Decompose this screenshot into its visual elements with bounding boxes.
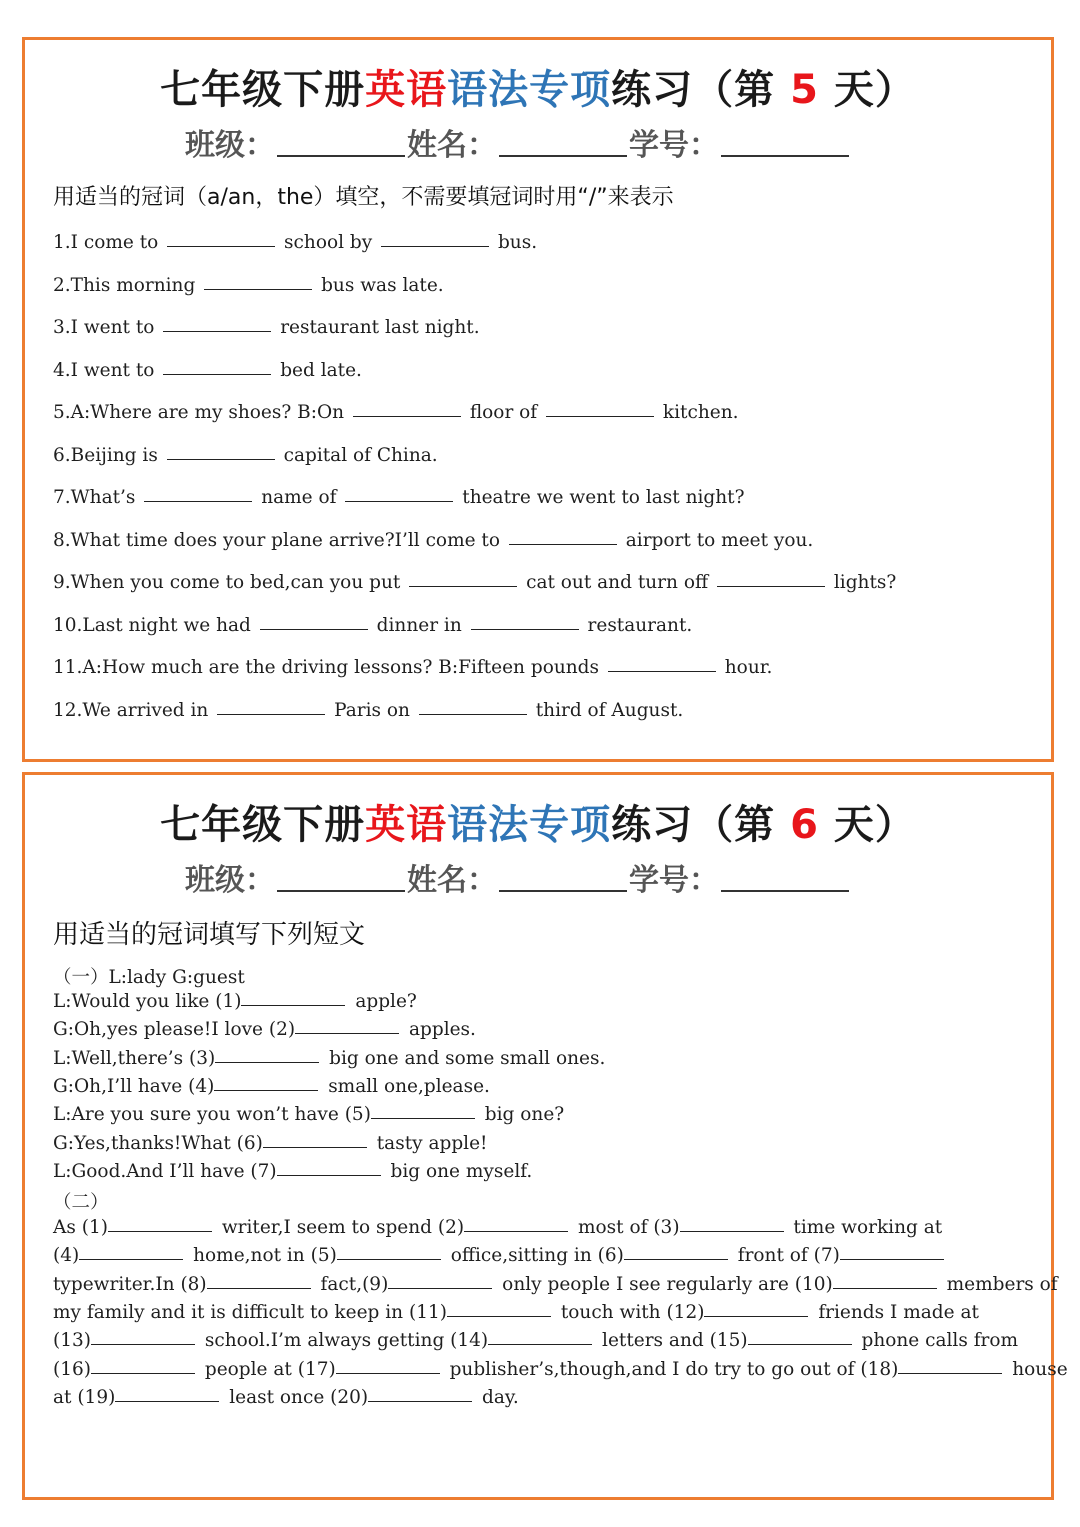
answer-blank[interactable] (215, 1061, 319, 1063)
passage-line (53, 1330, 1018, 1351)
line-text: letters and (15) (596, 1330, 748, 1352)
answer-blank[interactable] (419, 713, 527, 715)
question-row (53, 615, 692, 636)
line-text: publisher’s,though,and I do try to go out of (18) (443, 1358, 899, 1380)
line-text: 1.I come to (53, 232, 165, 253)
answer-blank[interactable] (840, 1258, 944, 1260)
line-text: restaurant. (581, 614, 693, 636)
answer-blank[interactable] (204, 288, 312, 290)
line-text: big one myself. (384, 1160, 533, 1182)
name-field[interactable] (499, 889, 627, 892)
worksheet-day6 (22, 772, 1068, 1500)
answer-blank[interactable] (353, 415, 461, 417)
title-practice: 练习（第 (611, 802, 791, 848)
answer-blank[interactable] (336, 1372, 440, 1374)
student-info-line (185, 855, 851, 899)
answer-blank[interactable] (214, 1089, 318, 1091)
line-text: floor of (463, 402, 544, 423)
line-text: home,not in (5) (187, 1245, 337, 1267)
line-text: lights? (827, 572, 897, 593)
answer-blank[interactable] (79, 1258, 183, 1260)
line-text: 12.We arrived in (53, 699, 215, 721)
line-text: 3.I went to (53, 317, 161, 338)
line-text: my family and it is difficult to keep in (11) (53, 1301, 447, 1323)
line-text: friends I made at (812, 1301, 979, 1323)
answer-blank[interactable] (409, 585, 517, 587)
answer-blank[interactable] (546, 415, 654, 417)
title-grade: 七年级下册 (160, 802, 366, 848)
line-text: writer,I seem to spend (2) (215, 1217, 465, 1238)
passage-line (53, 1217, 942, 1238)
answer-blank[interactable] (898, 1372, 1002, 1374)
line-text: time working at (787, 1217, 943, 1238)
answer-blank[interactable] (295, 1032, 399, 1034)
answer-blank[interactable] (381, 245, 489, 247)
answer-blank[interactable] (91, 1343, 195, 1345)
line-text: G:Oh,yes please!I love (2) (53, 1019, 296, 1041)
line-text: day. (476, 1386, 519, 1408)
line-text: cat out and turn off (520, 572, 714, 593)
student-id-field[interactable] (721, 889, 849, 892)
line-text: 5.A:Where are my shoes? B:On (53, 402, 350, 423)
line-text: small one,please. (322, 1075, 490, 1097)
class-label: 班级： (185, 863, 275, 898)
line-text: name of (255, 487, 343, 508)
student-id-label: 学号： (629, 128, 719, 163)
dialogue-line (53, 1076, 490, 1097)
line-text: 4.I went to (53, 359, 161, 381)
title-grammar: 语法专项 (447, 802, 612, 848)
answer-blank[interactable] (471, 628, 579, 630)
part2-header: （二） (53, 1192, 109, 1213)
line-text: office,sitting in (6) (444, 1245, 624, 1267)
answer-blank[interactable] (717, 585, 825, 587)
name-label: 姓名： (407, 863, 497, 898)
answer-blank[interactable] (608, 670, 716, 672)
line-text: fact,(9) (314, 1273, 389, 1295)
answer-blank[interactable] (163, 373, 271, 375)
answer-blank[interactable] (748, 1343, 852, 1345)
name-field[interactable] (499, 154, 627, 157)
question-row (53, 402, 739, 423)
line-text: 6.Beijing is (53, 444, 164, 466)
worksheet-title (25, 58, 1051, 115)
line-text: G:Oh,I’ll have (4) (53, 1075, 215, 1097)
line-text: 7.What’s (53, 487, 142, 508)
line-text: Paris on (328, 699, 416, 721)
line-text: school by (278, 232, 379, 253)
dialogue-line (53, 991, 417, 1012)
question-row (53, 487, 745, 508)
line-text: least once (20) (223, 1386, 369, 1408)
answer-blank[interactable] (337, 1258, 441, 1260)
title-grammar: 语法专项 (447, 67, 612, 113)
answer-blank[interactable] (464, 1230, 568, 1232)
instruction: 用适当的冠词填写下列短文 (53, 920, 366, 950)
line-text: typewriter.In (8) (53, 1273, 207, 1295)
title-day-suffix: 天） (818, 67, 916, 113)
line-text: airport to meet you. (619, 529, 814, 551)
line-text: bus was late. (315, 274, 444, 296)
answer-blank[interactable] (241, 1004, 345, 1006)
line-text: touch with (12) (554, 1301, 705, 1323)
answer-blank[interactable] (680, 1230, 784, 1232)
title-grade: 七年级下册 (160, 67, 366, 113)
student-id-label: 学号： (629, 863, 719, 898)
answer-blank[interactable] (704, 1315, 808, 1317)
line-text: L:Good.And I’ll have (7) (53, 1160, 277, 1182)
answer-blank[interactable] (115, 1400, 219, 1402)
answer-blank[interactable] (447, 1315, 551, 1317)
question-row (53, 317, 480, 338)
dialogue-line (53, 1133, 487, 1154)
line-text: As (1) (53, 1217, 108, 1238)
dialogue-line (53, 1104, 564, 1125)
question-row (53, 275, 444, 296)
line-text: (16) (53, 1358, 91, 1380)
question-row (53, 530, 813, 551)
question-row (53, 657, 772, 678)
line-text: phone calls from (855, 1330, 1019, 1352)
line-text: apple? (349, 991, 417, 1012)
line-text: third of August. (529, 699, 684, 721)
answer-blank[interactable] (277, 1174, 381, 1176)
student-id-field[interactable] (721, 154, 849, 157)
line-text: dinner in (370, 614, 468, 636)
answer-blank[interactable] (624, 1258, 728, 1260)
line-text: big one? (478, 1104, 565, 1126)
line-text: L:Are you sure you won’t have (5) (53, 1104, 371, 1126)
title-day-number: 6 (790, 802, 819, 848)
line-text: hour. (718, 657, 773, 678)
student-info-line (185, 120, 851, 164)
line-text: 10.Last night we had (53, 614, 257, 636)
class-label: 班级： (185, 128, 275, 163)
passage-line (53, 1274, 1058, 1295)
answer-blank[interactable] (388, 1287, 492, 1289)
answer-blank[interactable] (163, 330, 271, 332)
line-text: theatre we went to last night? (456, 487, 745, 508)
class-field[interactable] (277, 154, 405, 157)
answer-blank[interactable] (108, 1230, 212, 1232)
answer-blank[interactable] (207, 1287, 311, 1289)
passage-line (53, 1302, 979, 1323)
passage-line (53, 1387, 519, 1408)
line-text: L:Would you like (1) (53, 991, 242, 1012)
line-text: G:Yes,thanks!What (6) (53, 1132, 263, 1154)
question-row (53, 232, 537, 253)
line-text: bed late. (274, 359, 362, 381)
title-day-number: 5 (790, 67, 819, 113)
line-text: only people I see regularly are (10) (496, 1273, 833, 1295)
title-practice: 练习（第 (611, 67, 791, 113)
dialogue-line (53, 1019, 476, 1040)
line-text: house (1006, 1358, 1068, 1380)
name-label: 姓名： (407, 128, 497, 163)
title-day-suffix: 天） (818, 802, 916, 848)
part1-header: （一）L:lady G:guest (53, 967, 245, 988)
line-text: bus. (492, 232, 538, 253)
question-row (53, 360, 362, 381)
dialogue-line (53, 1161, 532, 1182)
line-text: 2.This morning (53, 274, 202, 296)
class-field[interactable] (277, 889, 405, 892)
line-text: tasty apple! (370, 1132, 488, 1154)
answer-blank[interactable] (263, 1146, 367, 1148)
instruction: 用适当的冠词（a/an，the）填空，不需要填冠词时用“/”来表示 (53, 185, 674, 210)
question-row (53, 700, 683, 721)
line-text: most of (3) (572, 1217, 680, 1238)
line-text: 8.What time does your plane arrive?I’ll come to (53, 529, 506, 551)
passage-line (53, 1245, 948, 1266)
answer-blank[interactable] (371, 1117, 475, 1119)
worksheet-title (25, 793, 1051, 850)
answer-blank[interactable] (345, 500, 453, 502)
dialogue-line (53, 1048, 605, 1069)
answer-blank[interactable] (217, 713, 325, 715)
question-row (53, 572, 896, 593)
answer-blank[interactable] (368, 1400, 472, 1402)
title-english: 英语 (365, 67, 448, 113)
line-text: 11.A:How much are the driving lessons? B:Fifteen pounds (53, 657, 605, 678)
line-text: kitchen. (657, 402, 739, 423)
answer-blank[interactable] (167, 458, 275, 460)
passage-line (53, 1359, 1068, 1380)
line-text: restaurant last night. (274, 317, 480, 338)
line-text: big one and some small ones. (323, 1047, 606, 1069)
line-text: (4) (53, 1245, 80, 1267)
line-text: at (19) (53, 1386, 116, 1408)
question-row (53, 445, 438, 466)
line-text: (13) (53, 1330, 91, 1352)
answer-blank[interactable] (167, 245, 275, 247)
answer-blank[interactable] (144, 500, 252, 502)
title-english: 英语 (365, 802, 448, 848)
answer-blank[interactable] (509, 543, 617, 545)
line-text: apples. (403, 1019, 476, 1041)
worksheet-day5 (22, 37, 1054, 762)
line-text: school.I’m always getting (14) (198, 1330, 489, 1352)
line-text: people at (17) (198, 1358, 336, 1380)
line-text: 9.When you come to bed,can you put (53, 572, 407, 593)
answer-blank[interactable] (260, 628, 368, 630)
answer-blank[interactable] (91, 1372, 195, 1374)
answer-blank[interactable] (833, 1287, 937, 1289)
line-text: capital of China. (277, 444, 438, 466)
answer-blank[interactable] (488, 1343, 592, 1345)
line-text: members of (940, 1273, 1058, 1295)
line-text: L:Well,there’s (3) (53, 1047, 216, 1069)
line-text: front of (7) (731, 1245, 840, 1267)
